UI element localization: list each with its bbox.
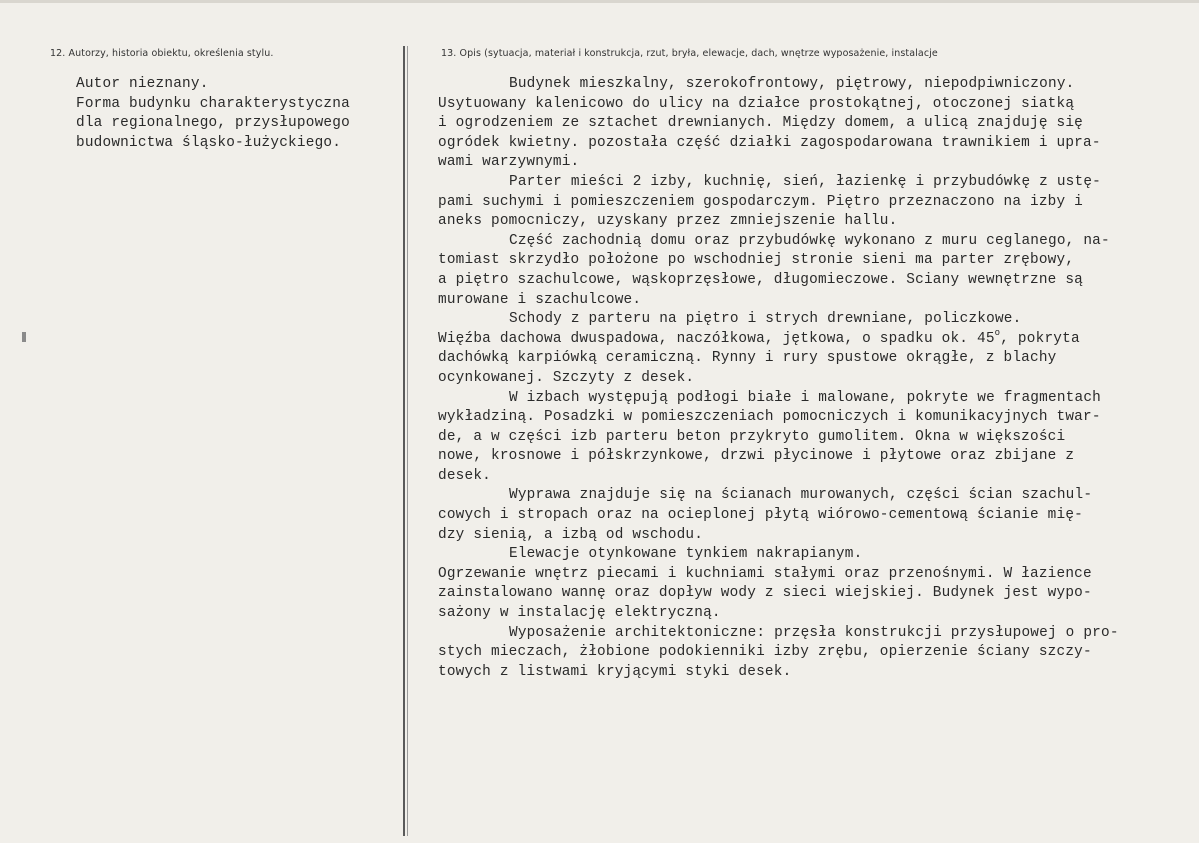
text-line: aneks pomocniczy, uzyskany przez zmniejszenie hallu. (438, 213, 898, 230)
text-line: dachówką karpiówką ceramiczną. Rynny i rury spustowe okrągłe, z blachy (438, 350, 1057, 367)
text-line: dla regionalnego, przysłupowego (76, 115, 350, 132)
text-line: wykładziną. Posadzki w pomieszczeniach pomocniczych i komunikacyjnych twar- (438, 409, 1101, 426)
text-line: de, a w części izb parteru beton przykryto gumolitem. Okna w większości (438, 428, 1066, 445)
text-line: Usytuowany kalenicowo do ulicy na działce prostokątnej, otoczonej siatką (438, 95, 1075, 112)
text-line: Elewacje otynkowane tynkiem nakrapianym. (509, 546, 863, 563)
section-12-text (76, 75, 396, 153)
text-line: Parter mieści 2 izby, kuchnię, sień, łazienkę i przybudówkę z ustę- (509, 173, 1101, 190)
page-top-edge (0, 0, 1199, 3)
text-line: tomiast skrzydło położone po wschodniej stronie sieni ma parter zrębowy, (438, 252, 1075, 269)
text-line-tail: , pokryta (1000, 330, 1080, 347)
text-line: budownictwa śląsko-łużyckiego. (76, 134, 342, 151)
degree-sign: o (994, 327, 1001, 338)
column-divider (403, 46, 405, 836)
text-line: towych z listwami kryjącymi styki desek. (438, 663, 792, 680)
text-line-with-degree (438, 327, 1178, 350)
text-line: nowe, krosnowe i półskrzynkowe, drzwi płycinowe i płytowe oraz zbijane z (438, 448, 1075, 465)
text-line: pami suchymi i pomieszczeniem gospodarczym. Piętro przeznaczono na izby i (438, 193, 1084, 210)
text-line: i ogrodzeniem ze sztachet drewnianych. Między domem, a ulicą znajduję się (438, 115, 1084, 132)
text-line: ogródek kwietny. pozostała część działki zagospodarowana trawnikiem i upra- (438, 134, 1101, 151)
text-line-main: Więźba dachowa dwuspadowa, naczółkowa, jętkowa, o spadku ok. 45 (438, 330, 995, 347)
section-13-heading: 13. Opis (sytuacja, materiał i konstrukcja, rzut, bryła, elewacje, dach, wnętrze wyposażenie, instalacje (441, 48, 938, 59)
section-12-heading: 12. Autorzy, historia obiektu, określenia stylu. (50, 48, 274, 59)
column-divider-shadow (407, 46, 408, 836)
text-line: Forma budynku charakterystyczna (76, 95, 350, 112)
text-line: murowane i szachulcowe. (438, 291, 642, 308)
text-line: Ogrzewanie wnętrz piecami i kuchniami stałymi oraz przenośnymi. W łazience (438, 565, 1092, 582)
text-line: Wyposażenie architektoniczne: przęsła konstrukcji przysłupowej o pro- (509, 624, 1119, 641)
text-line: cowych i stropach oraz na ocieplonej płytą wiórowo-cementową ścianie mię- (438, 507, 1084, 524)
text-line: Schody z parteru na piętro i strych drewniane, policzkowe. (509, 311, 1022, 328)
margin-mark (22, 332, 26, 342)
text-line: desek. (438, 467, 492, 484)
text-line: wami warzywnymi. (438, 154, 580, 171)
text-line: ocynkowanej. Szczyty z desek. (438, 369, 695, 386)
text-line: stych mieczach, żłobione podokienniki izby zrębu, opierzenie ściany szczy- (438, 644, 1092, 661)
text-line: a piętro szachulcowe, wąskoprzęsłowe, długomieczowe. Sciany wewnętrzne są (438, 271, 1084, 288)
text-line: Budynek mieszkalny, szerokofrontowy, piętrowy, niepodpiwniczony. (509, 76, 1075, 92)
text-line: W izbach występują podłogi białe i malowane, pokryte we fragmentach (509, 389, 1101, 406)
text-line: Część zachodnią domu oraz przybudówkę wykonano z muru ceglanego, na- (509, 232, 1110, 249)
text-line: Autor nieznany. (76, 76, 209, 92)
text-line: zainstalowano wannę oraz dopływ wody z sieci wiejskiej. Budynek jest wypo- (438, 585, 1092, 602)
text-line: Wyprawa znajduje się na ścianach murowanych, części ścian szachul- (509, 487, 1093, 504)
text-line: dzy sienią, a izbą od wschodu. (438, 526, 704, 543)
text-line: sażony w instalację elektryczną. (438, 605, 721, 622)
section-13-text (438, 75, 1178, 682)
